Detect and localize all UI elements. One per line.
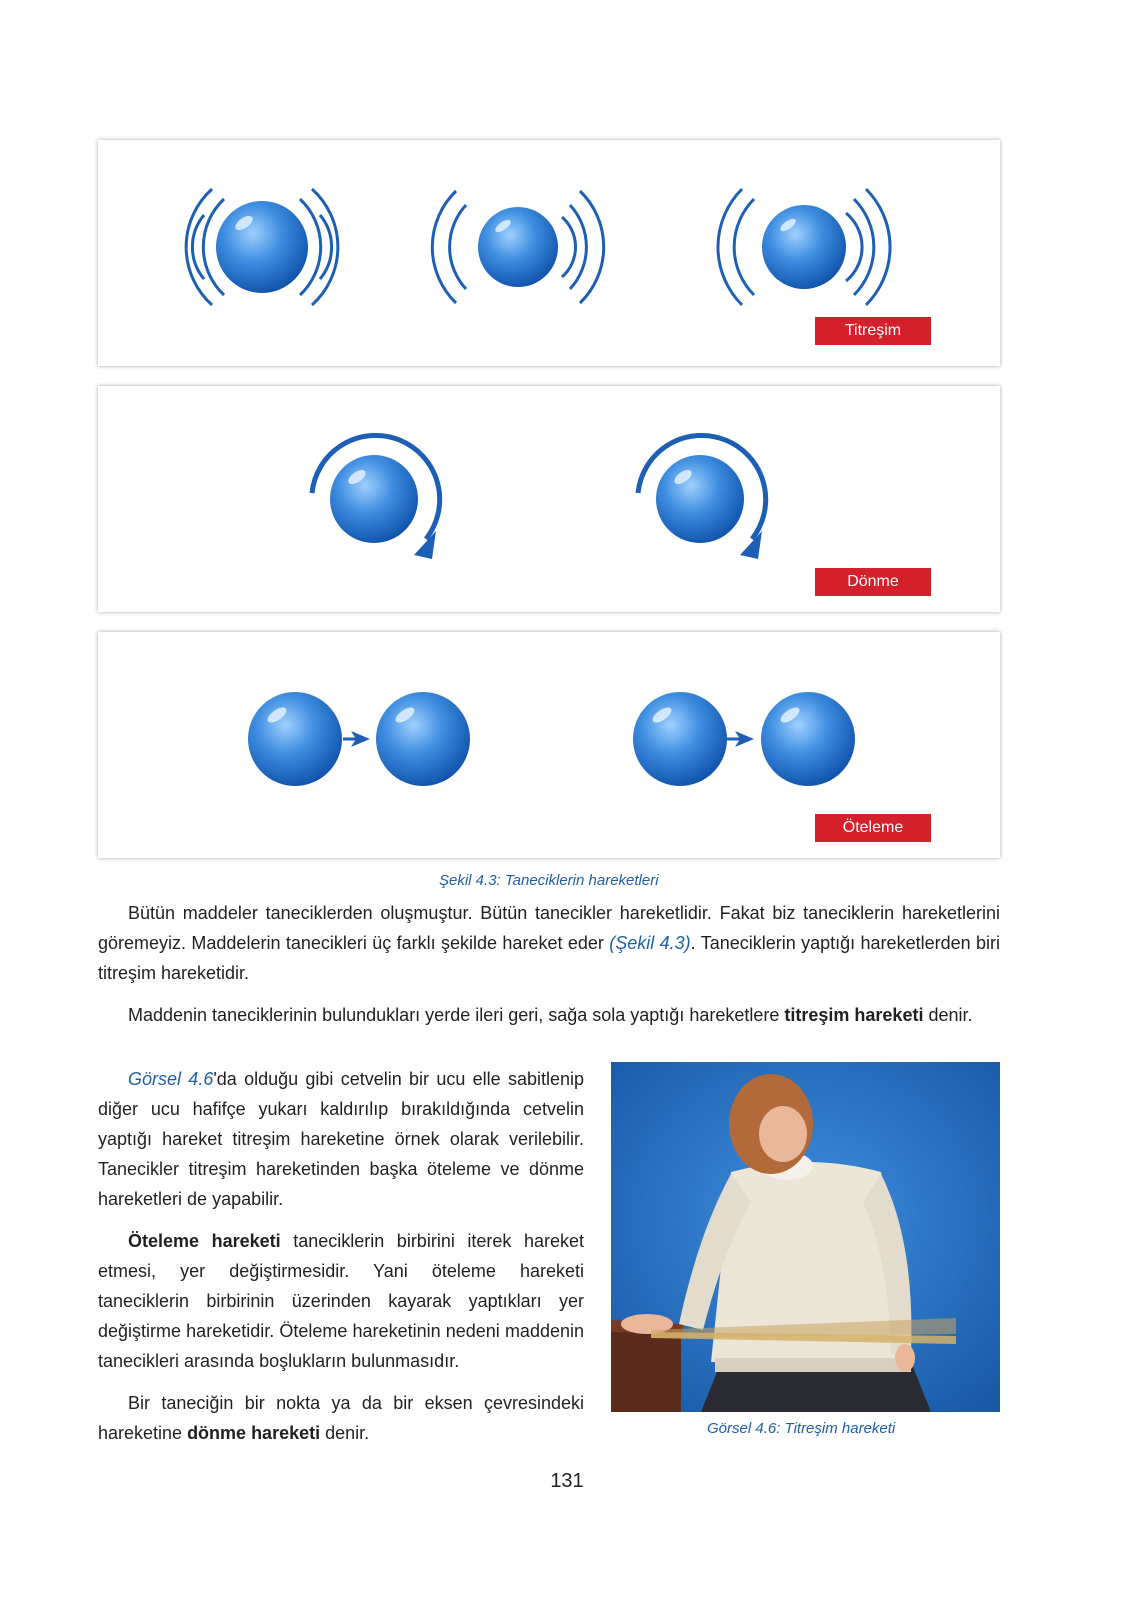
photo-caption: Görsel 4.6: Titreşim hareketi (707, 1420, 896, 1437)
paragraph-5: Bir taneciğin bir nokta ya da bir eksen çevresindeki hareketine dönme hareketi denir. (98, 1393, 584, 1443)
label-rotation: Dönme (815, 568, 931, 596)
paragraph-4: Öteleme hareketi taneciklerin birbirini iterek hareket etmesi, yer değiştirmesidir. Yani öteleme hareketi taneciklerin birbirinin üzerinden kayarak yaptıkları yer değiştirme hareketidir. Öteleme hareketinin nedeni maddenin tanecikleri arasında boşlukların bulunmasıdır. (98, 1231, 584, 1371)
image-reference: Görsel 4.6 (128, 1069, 214, 1089)
translating-particle-icon (248, 692, 470, 786)
figure-caption: Şekil 4.3: Taneciklerin hareketleri (439, 872, 659, 889)
figure-panel-translation (98, 632, 1000, 858)
term-rotation: dönme hareketi (187, 1423, 321, 1443)
figure-panel-vibration (98, 140, 1000, 366)
figure-panel-rotation (98, 386, 1000, 612)
term-translation: Öteleme hareketi (128, 1231, 281, 1251)
paragraph-1: Bütün maddeler taneciklerden oluşmuştur. Bütün tanecikler hareketlidir. Fakat biz taneciklerin hareketlerini göremeyiz. Maddelerin tanecikleri üç farklı şekilde hareket eder (Şekil 4.3). Taneciklerin yaptığı hareketlerden biri titreşim hareketidir. (98, 903, 1000, 983)
paragraph-3: Görsel 4.6'da olduğu gibi cetvelin bir ucu elle sabitlenip diğer ucu hafifçe yukarı kaldırılıp bırakıldığında cetvelin yaptığı hareket titreşim hareketine örnek olarak verilebilir. Tanecikler titreşim hareketinden başka öteleme ve dönme hareketleri de yapabilir. (98, 1069, 584, 1209)
paragraph-2: Maddenin taneciklerinin bulundukları yerde ileri geri, sağa sola yaptığı hareketlere titreşim hareketi denir. (128, 1005, 973, 1025)
term-vibration: titreşim hareketi (784, 1005, 924, 1025)
vibrating-particle-icon (432, 191, 603, 303)
label-vibration: Titreşim (815, 317, 931, 345)
rotating-particle-icon (638, 435, 766, 559)
label-translation: Öteleme (815, 814, 931, 842)
vibrating-particle-icon (186, 189, 338, 305)
translating-particle-icon (633, 692, 855, 786)
ruler-vibration-photo-illustration (611, 1062, 1000, 1412)
page-number: 131 (550, 1470, 584, 1492)
vibrating-particle-icon (718, 189, 890, 305)
photo-ruler-vibration (611, 1062, 1000, 1412)
figure-reference: (Şekil 4.3) (609, 933, 691, 953)
rotating-particle-icon (312, 435, 440, 559)
